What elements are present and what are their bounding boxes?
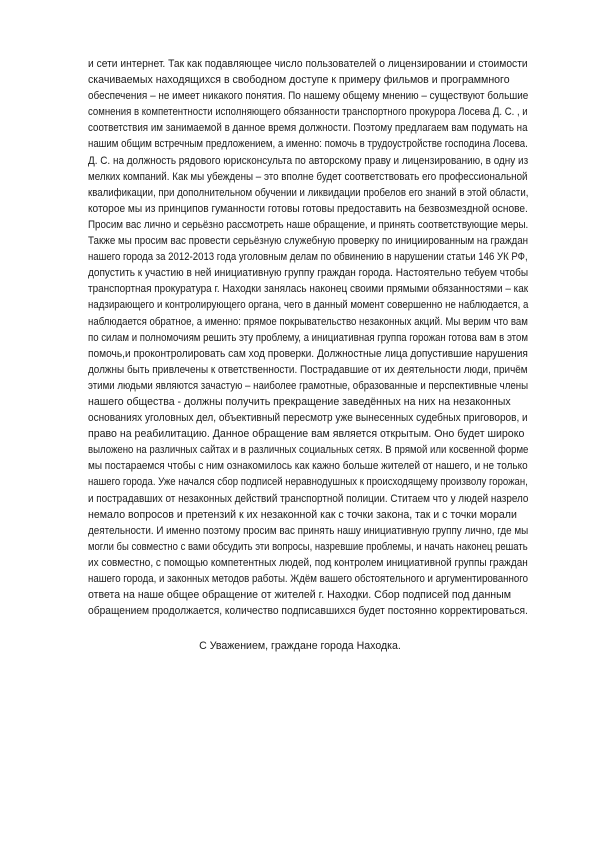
- text-line: и пострадавших от незаконных действий транспортной полиции. Ститаем что у людей назрело: [88, 492, 529, 505]
- text-line: обеспечения – не имеет никакого понятия. По нашему общему мнению – существуют большие: [88, 90, 529, 103]
- text-line: деятельности. И именно поэтому просим вас принять нашу инициативную группу лично, где мы: [88, 524, 529, 537]
- text-line: немало вопросов и претензий к их незаконной как с точки закона, так и с точки морали: [88, 508, 517, 521]
- text-line: должны быть привлечены к ответственности. Пострадавшие от их деятельности люди, причём: [88, 363, 528, 376]
- text-line: квалификации, при дополнительном обучении и ликвидации пробелов его знаний в этой области,: [88, 186, 529, 199]
- text-line: обращением продолжается, количество подписавшихся будет постоянно корректироваться.: [88, 605, 528, 618]
- text-line: наблюдается обратное, а именно: прямое покрывательство незаконных акций. Мы верим что вам: [88, 315, 528, 328]
- text-line: нашего города за 2012-2013 года уголовным делам по обвинению в нарушении статьи 146 УК РФ,: [88, 251, 528, 264]
- text-line: право на реабилитацию. Данное обращение вам является открытым. Оно будет широко: [88, 428, 525, 441]
- document-body: [88, 56, 528, 619]
- text-line: Также мы просим вас провести серьёзную служебную проверку по инициированным на граждан: [88, 235, 529, 248]
- signature: С Уважением, граждане города Находка.: [199, 640, 401, 652]
- text-line: Д. С. на должность рядового юрисконсульта по авторскому праву и лицензированию, в одну из: [88, 154, 529, 167]
- text-line: нашего общества - должны получить прекращение заведённых на них на незаконных: [88, 395, 511, 408]
- text-line: этими людьми являются зачастую – наиболее грамотные, образованные и перспективные члены: [88, 379, 529, 392]
- text-line: соответствия им занимаемой в данное время должности. Поэтому предлагаем вам подумать на: [88, 122, 528, 135]
- text-line: и сети интернет. Так как подавляющее число пользователей о лицензировании и стоимости: [88, 58, 528, 70]
- text-line: основаниях уголовных дел, объективный пересмотр уже вынесенных судебных приговоров, и: [88, 412, 528, 425]
- text-line: нашего города, и законных методов работы. Ждём вашего обстоятельного и аргументированного: [88, 573, 528, 585]
- text-line: могли бы совместно с вами обсудить эти вопросы, назревшие проблемы, и начать наконец решать: [88, 540, 528, 553]
- text-line: их совместно, с помощью компетентных людей, под контролем инициативной группы граждан: [88, 556, 528, 569]
- text-line: помочь,и проконтролировать сам ход проверки. Должностные лица допустившие нарушения: [88, 347, 528, 360]
- text-line: ответа на наше общее обращение от жителей г. Находки. Сбор подписей под данным: [88, 589, 512, 602]
- text-line: надзирающего и контролирующего органа, чего в данный момент совершенно не наблюдается, а: [88, 299, 529, 312]
- text-line: допустить к участию в ней инициативную группу граждан города. Настоятельно тебуем чтобы: [88, 267, 529, 280]
- text-line: по силам и полномочиям решить эту проблему, а инициативная группа горожан готова вам в этом: [88, 331, 528, 344]
- text-line: транспортная прокуратура г. Находки занялась наконец своими прямыми обязанностями – как: [88, 283, 529, 296]
- text-line: которое мы из принципов гуманности готовы готовы предоставить на безвозмездной основе.: [88, 202, 528, 215]
- text-line: Просим вас лично и серьёзно рассмотреть наше обращение, и принять соответствующие меры.: [88, 218, 529, 231]
- text-line: нашим общим встречным предложением, а именно: помочь в трудоустройстве господина Лосева.: [88, 138, 528, 151]
- text-line: мелких компаний. Как мы убеждены – это вполне будет соответствовать его профессиональной: [88, 170, 528, 183]
- text-line: скачиваемых находящихся в свободном доступе к примеру фильмов и программного: [88, 74, 510, 87]
- text-line: нашего города. Уже начался сбор подписей неравнодушных к происходящему произволу горожан,: [88, 476, 528, 489]
- text-line: выложено на различных сайтах и в различных социальных сетях. В прямой или косвенной форме: [88, 444, 529, 457]
- text-line: сомнения в компетентности исполняющего обязанности транспортного прокурора Лосева Д. С. , и: [88, 106, 528, 119]
- text-line: мы постараемся чтобы с ним ознакомилось как кажно больше жителей от нашего, и не только: [88, 460, 528, 473]
